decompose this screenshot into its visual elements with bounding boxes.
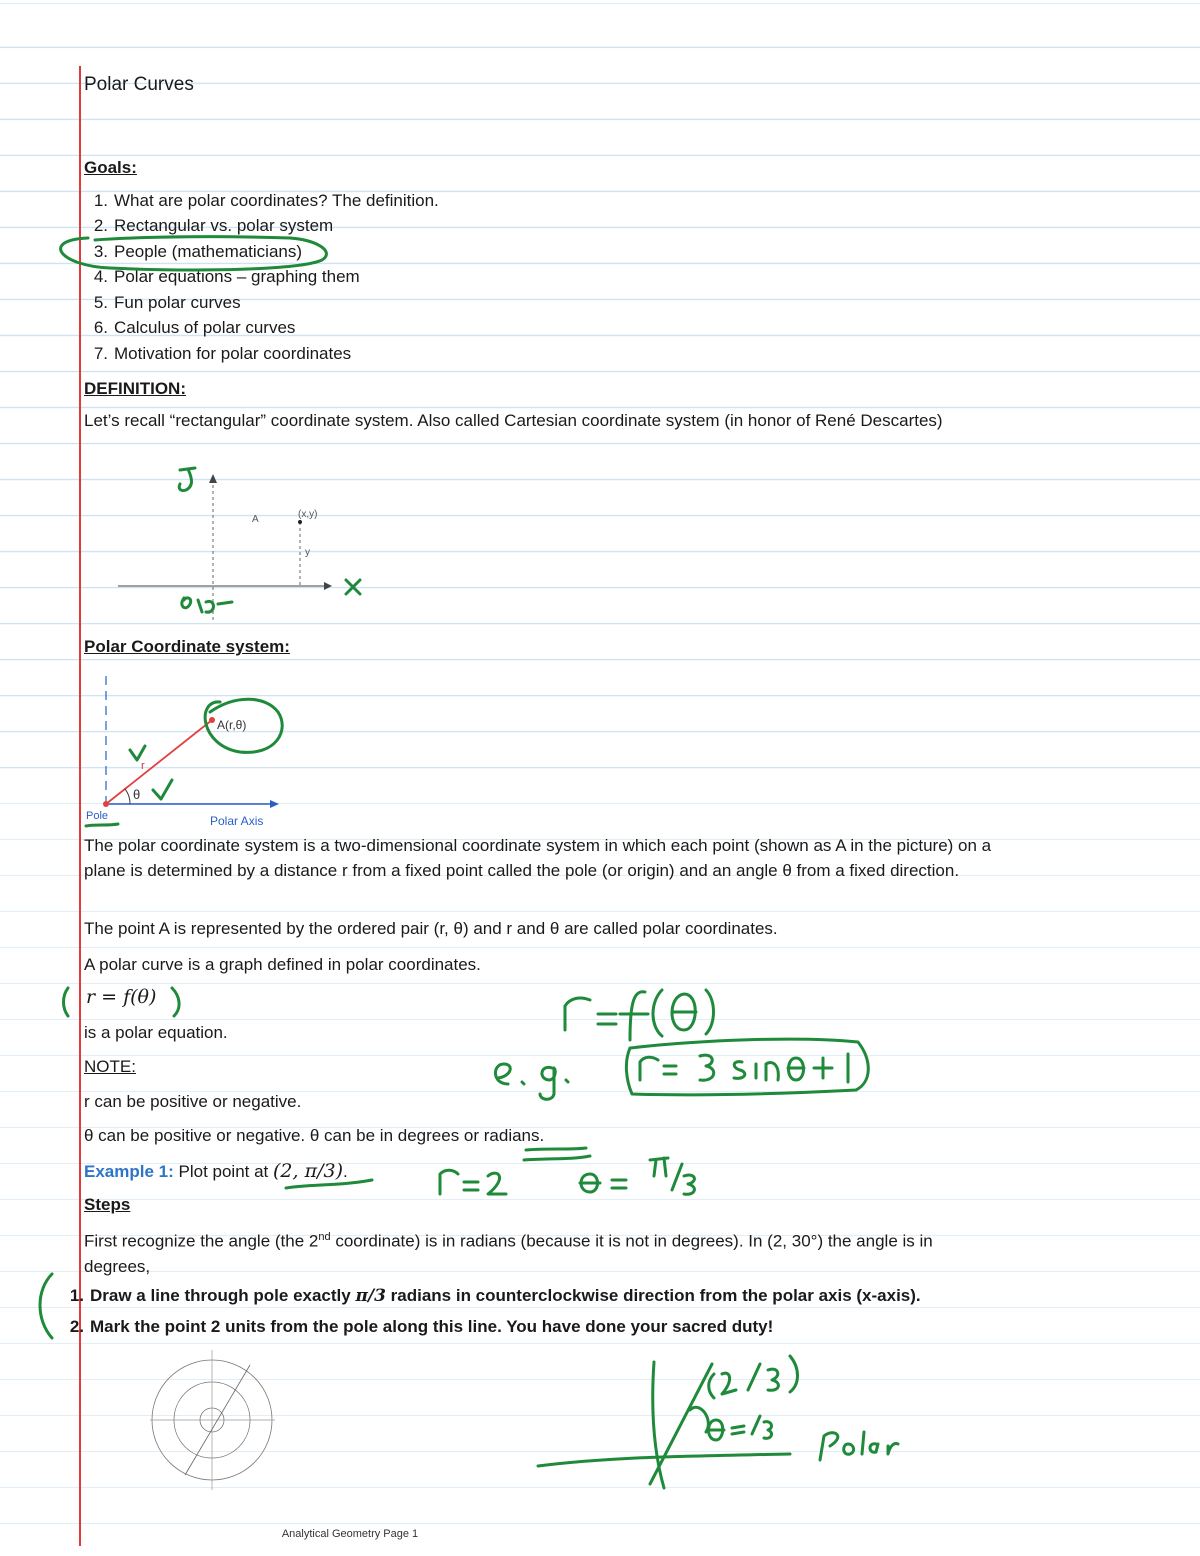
polar-definition-paragraph: The polar coordinate system is a two-dimensional coordinate system in which each point (shown as A in the picture) on a plane is determined by a distance r from a fixed point called the pole (or origin) and an angle θ from a fixed direction. (84, 836, 992, 880)
first-recognize-a: First recognize the angle (the 2 (84, 1231, 319, 1251)
hw-plot-angle-arc (690, 1407, 708, 1432)
goal-item (80, 292, 241, 313)
radius-label: r (141, 760, 145, 772)
step-two-text: Mark the point 2 units from the pole along this line. You have done your sacred duty! (90, 1317, 774, 1336)
x-axis-arrow (324, 582, 332, 590)
goal-item-number: 1. (93, 191, 108, 210)
step-two-number: 2. (69, 1317, 84, 1336)
hw-plot-point-label (709, 1356, 798, 1398)
pole-label: Pole (86, 810, 109, 822)
step-one-number: 1. (69, 1286, 84, 1305)
hw-plot-ray (650, 1364, 712, 1484)
pole-dot (103, 801, 109, 807)
hw-polar-word (820, 1432, 898, 1460)
hw-r-equals-2 (440, 1170, 506, 1194)
goal-item-text: Rectangular vs. polar system (114, 216, 334, 235)
definition-heading: DEFINITION: (84, 379, 186, 398)
goal-item-text: Calculus of polar curves (114, 318, 296, 337)
hw-example-plus-one (814, 1054, 848, 1082)
cartesian-y-small-label: y (305, 547, 310, 558)
goal-item (80, 343, 351, 364)
example-text: Plot point at (178, 1162, 269, 1181)
hw-example-theta (788, 1058, 804, 1080)
step-one-fraction: π/3 (355, 1286, 386, 1306)
note-heading: NOTE: (84, 1057, 136, 1076)
page-footer: Analytical Geometry Page 1 (281, 1528, 419, 1540)
first-recognize-paragraph (84, 1225, 964, 1279)
cartesian-point-label: (x,y) (298, 509, 318, 520)
is-polar-equation-text: is a polar equation. (84, 1023, 228, 1042)
point-a-label: A(r,θ) (217, 718, 247, 732)
ordered-pair-paragraph: The point A is represented by the ordered pair (r, θ) and r and θ are called polar coordinates. (84, 919, 778, 938)
hw-double-underline (524, 1148, 590, 1160)
goals-heading: Goals: (84, 158, 137, 177)
goal-item-text: Polar equations – graphing them (114, 267, 360, 286)
page-title: Polar Curves (84, 74, 194, 95)
y-axis-arrow (209, 474, 217, 483)
polar-axis-arrow (270, 800, 279, 808)
definition-recall: Let’s recall “rectangular” coordinate system. Also called Cartesian coordinate system (in honor of René Descartes) (84, 411, 943, 430)
goal-item-number: 4. (93, 267, 108, 286)
equation-bracket-left (64, 988, 69, 1016)
example-point-end: . (343, 1162, 348, 1181)
angle-arc (125, 789, 130, 804)
first-recognize-sup: nd (318, 1231, 331, 1243)
cartesian-a-label: A (252, 514, 259, 525)
polar-grid-diagram (140, 1345, 300, 1495)
hw-plot-theta-label (708, 1416, 771, 1440)
step-one (56, 1285, 921, 1307)
hw-r (565, 998, 590, 1030)
steps-heading: Steps (84, 1195, 131, 1214)
point-a-dot (209, 717, 215, 723)
goal-item-number: 5. (93, 293, 108, 312)
steps-bracket (40, 1274, 52, 1338)
first-recognize-b: coordinate) is in radians (because it is not in degrees). In (2, 30°) the angle is in degrees, (84, 1231, 933, 1276)
equation-bracket-right (172, 988, 179, 1016)
goal-item (80, 266, 360, 287)
polar-equation: r = f(θ) (86, 986, 157, 1008)
step-one-text-b: radians in counterclockwise direction from the polar axis (x-axis). (385, 1286, 921, 1305)
polar-diagram (84, 672, 294, 832)
polar-axis-label: Polar Axis (210, 814, 264, 828)
goal-item-text: Fun polar curves (114, 293, 241, 312)
hw-example-r-equals (640, 1057, 676, 1080)
hw-example-3 (700, 1055, 714, 1080)
hw-theta (672, 994, 696, 1030)
example-line (84, 1161, 348, 1182)
hw-example-sin (734, 1062, 778, 1080)
hw-plot-x-axis (538, 1454, 790, 1466)
goal-item-text: What are polar coordinates? The definition. (114, 191, 439, 210)
cartesian-diagram (100, 460, 400, 630)
goal-item-number: 6. (93, 318, 108, 337)
goal-item (80, 241, 302, 262)
goal-item-number: 7. (93, 344, 108, 363)
goal-item (80, 190, 439, 211)
step-two (56, 1316, 773, 1337)
cartesian-point (298, 520, 302, 524)
goal-item (80, 317, 295, 338)
goal-item-number: 3. (93, 242, 108, 261)
example-label: Example 1: (84, 1162, 174, 1181)
radius-line (106, 720, 212, 804)
hw-example-box (626, 1039, 868, 1095)
hw-pi-over-3 (650, 1158, 694, 1194)
note-two: θ can be positive or negative. θ can be in degrees or radians. (84, 1126, 545, 1145)
polar-curve-paragraph: A polar curve is a graph defined in polar coordinates. (84, 955, 481, 974)
hw-g (540, 1067, 568, 1099)
angle-label: θ (133, 787, 141, 802)
polar-heading: Polar Coordinate system: (84, 637, 290, 656)
hw-theta-equals (580, 1174, 626, 1192)
hw-paren-close (706, 990, 714, 1034)
goal-item-number: 2. (93, 216, 108, 235)
goal-item-text: People (mathematicians) (114, 242, 303, 261)
hw-e (495, 1064, 524, 1084)
step-one-text-a: Draw a line through pole exactly (90, 1286, 356, 1305)
hw-equals (598, 1014, 616, 1024)
example-point: (2, π/3) (273, 1160, 343, 1182)
hw-plot-y-axis (653, 1362, 664, 1488)
goal-item (80, 215, 333, 236)
goal-item-text: Motivation for polar coordinates (114, 344, 352, 363)
note-one: r can be positive or negative. (84, 1092, 302, 1111)
hw-paren-open (653, 990, 662, 1036)
hw-f (620, 992, 648, 1040)
